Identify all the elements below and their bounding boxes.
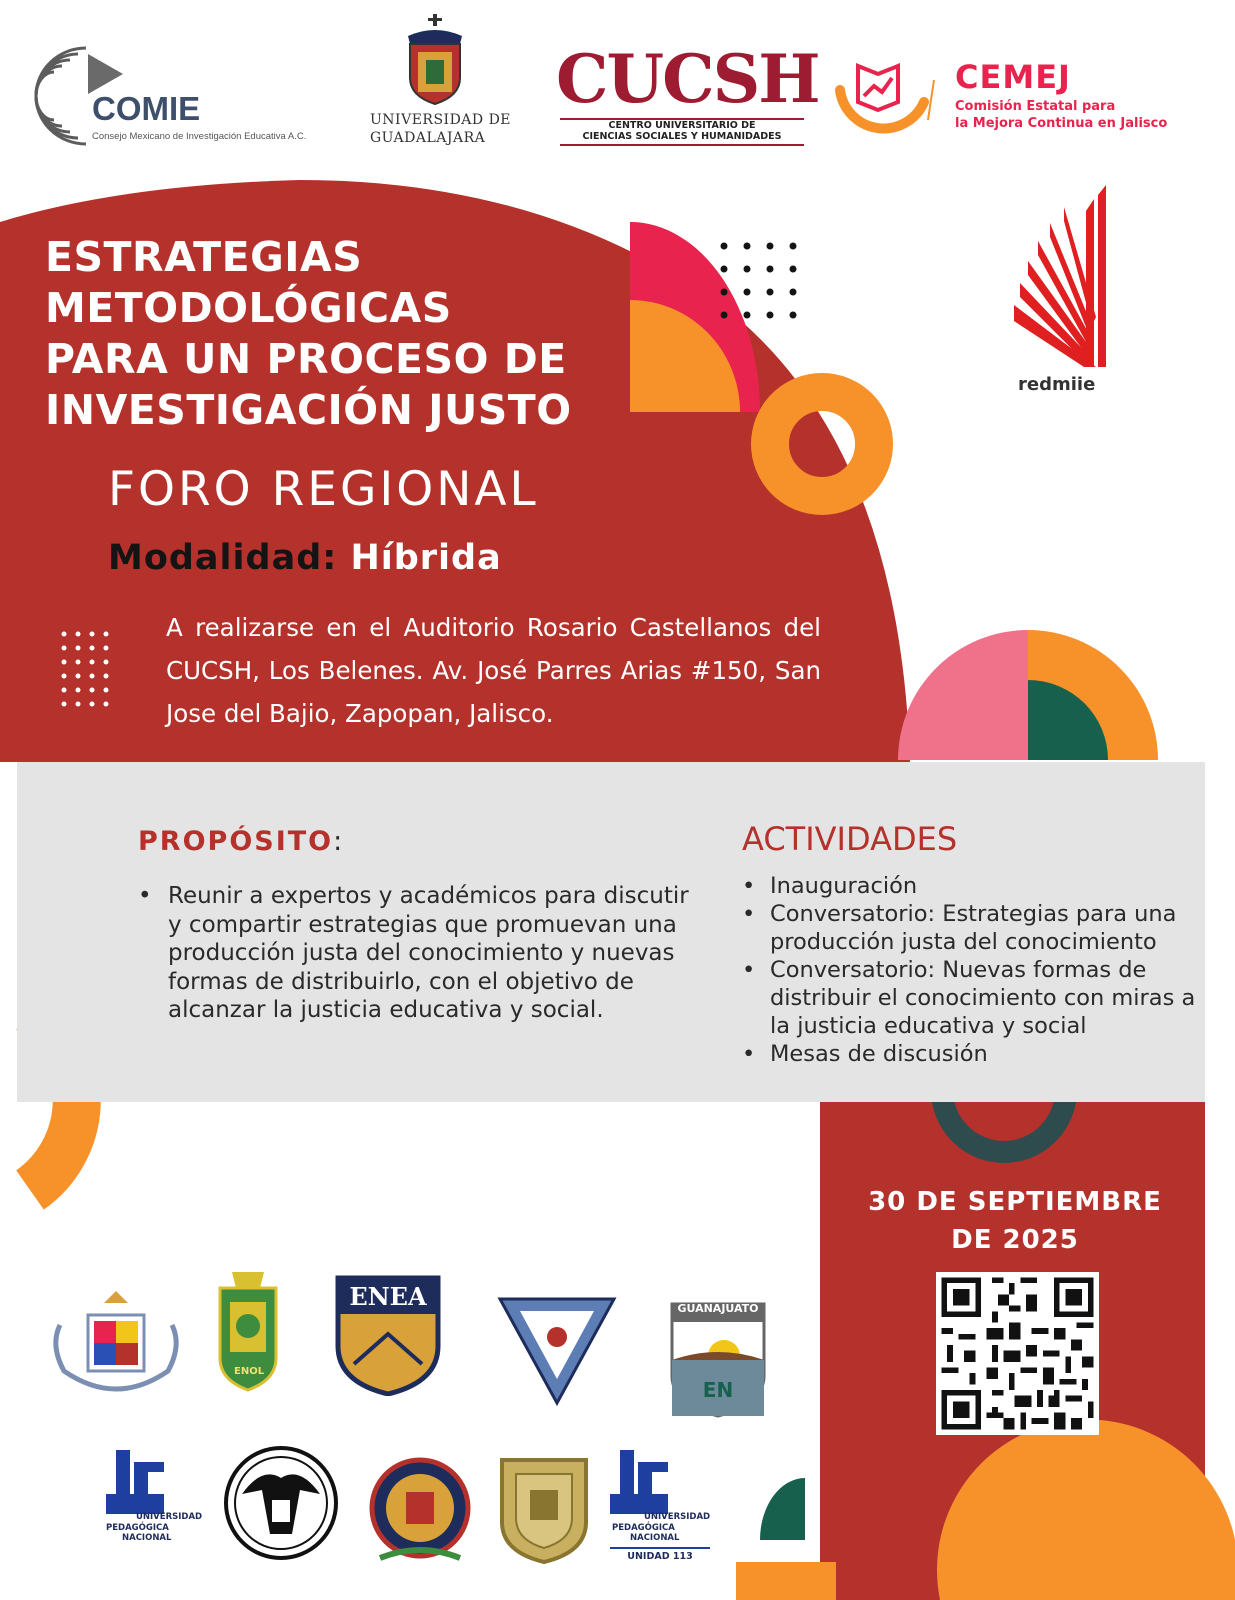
udg-shield-icon xyxy=(402,14,468,106)
purpose-heading xyxy=(138,826,344,857)
activities-list xyxy=(742,872,1212,1068)
cemej-name: CEMEJ xyxy=(955,58,1071,96)
cucsh-name: CUCSH xyxy=(556,40,819,118)
purpose-list xyxy=(138,882,698,1025)
event-type: FORO REGIONAL xyxy=(108,462,539,517)
upn-logo-a xyxy=(106,1450,214,1543)
udg-line-2: GUADALAJARA xyxy=(370,130,486,146)
teal-leaf xyxy=(760,1478,805,1540)
redmiie-logo-mark xyxy=(1010,185,1110,370)
upn-mark-icon xyxy=(106,1450,168,1516)
cemej-line-1: Comisión Estatal para xyxy=(955,99,1116,114)
event-title-line-3: PARA UN PROCESO DE xyxy=(45,335,567,383)
event-title-line-2: METODOLÓGICAS xyxy=(45,284,452,332)
upn-a-line-3: NACIONAL xyxy=(122,1533,172,1543)
activity-item: • Mesas de discusión xyxy=(742,1040,1212,1068)
purpose-heading-text: PROPÓSITO xyxy=(138,826,334,857)
pink-half-circle xyxy=(898,630,1028,760)
san-nicolas-seal-icon xyxy=(366,1446,474,1572)
comie-subtitle: Consejo Mexicano de Investigación Educativa A.C. xyxy=(92,131,307,142)
enol-label: ENOL xyxy=(234,1366,265,1377)
activity-item: • Conversatorio: Nuevas formas de distribuir el conocimiento con miras a la justicia educativa y social xyxy=(742,956,1212,1040)
activities-heading: ACTIVIDADES xyxy=(742,820,958,858)
event-title-line-1: ESTRATEGIAS xyxy=(45,233,363,281)
purpose-item: • Reunir a expertos y académicos para discutir y compartir estrategias que promuevan una producción justa del conocimiento y nuevas formas de distribuirlo, con el objetivo de alcanzar la justicia educativa y social. xyxy=(138,882,698,1025)
modality-label: Modalidad: xyxy=(108,538,338,578)
guanajuato-initials: EN xyxy=(702,1378,734,1402)
enea-label: ENEA xyxy=(349,1282,427,1311)
gold-shield-icon xyxy=(498,1456,590,1564)
eagle-seal-icon xyxy=(222,1444,340,1562)
event-date-line-2: DE 2025 xyxy=(951,1225,1079,1255)
cucsh-line-1: CENTRO UNIVERSITARIO DE xyxy=(608,120,756,131)
venue-text: A realizarse en el Auditorio Rosario Castellanos del CUCSH, Los Belenes. Av. José Parres Arias #150, San Jose del Bajio, Zapopan, Jalisco. xyxy=(166,613,821,728)
registration-qr-code[interactable] xyxy=(936,1272,1099,1435)
event-title xyxy=(45,232,665,436)
bnesa-crest-icon xyxy=(50,1285,182,1395)
upn-a-line-2: PEDAGÓGICA xyxy=(106,1523,169,1533)
event-date-line-1: 30 DE SEPTIEMBRE xyxy=(868,1187,1162,1217)
guanajuato-label: GUANAJUATO xyxy=(677,1302,759,1315)
redmiie-name: redmiie xyxy=(1018,374,1096,395)
upn-a-name: UNIVERSIDAD xyxy=(136,1512,203,1522)
upn-b-name: UNIVERSIDAD xyxy=(644,1512,711,1522)
upn-b-unit: UNIDAD 113 xyxy=(610,1547,710,1562)
upn-b-line-3: NACIONAL xyxy=(630,1533,680,1543)
upn-logo-b xyxy=(610,1450,714,1562)
activity-item: • Conversatorio: Estrategias para una producción justa del conocimiento xyxy=(742,900,1212,956)
escuela-normal-triangle-icon xyxy=(496,1295,618,1407)
purpose-heading-colon: : xyxy=(333,826,345,857)
modality xyxy=(108,538,502,578)
cemej-logo-mark xyxy=(832,50,942,146)
udg-line-1: UNIVERSIDAD DE xyxy=(370,112,512,128)
header-logo-strip xyxy=(0,0,1235,175)
modality-value: Híbrida xyxy=(350,538,502,578)
upn-mark-icon xyxy=(610,1450,672,1516)
cucsh-line-2: CIENCIAS SOCIALES Y HUMANIDADES xyxy=(582,131,782,142)
activity-item: • Inauguración xyxy=(742,872,1212,900)
upn-b-line-2: PEDAGÓGICA xyxy=(612,1523,675,1533)
comie-name: COMIE xyxy=(92,90,201,127)
event-date xyxy=(835,1183,1195,1259)
cucsh-rule-bottom xyxy=(560,144,804,146)
qr-code-icon xyxy=(936,1272,1099,1435)
cemej-line-2: la Mejora Continua en Jalisco xyxy=(955,116,1168,131)
event-title-line-4: INVESTIGACIÓN JUSTO xyxy=(45,386,572,434)
orange-bottom-stripe xyxy=(736,1562,836,1600)
